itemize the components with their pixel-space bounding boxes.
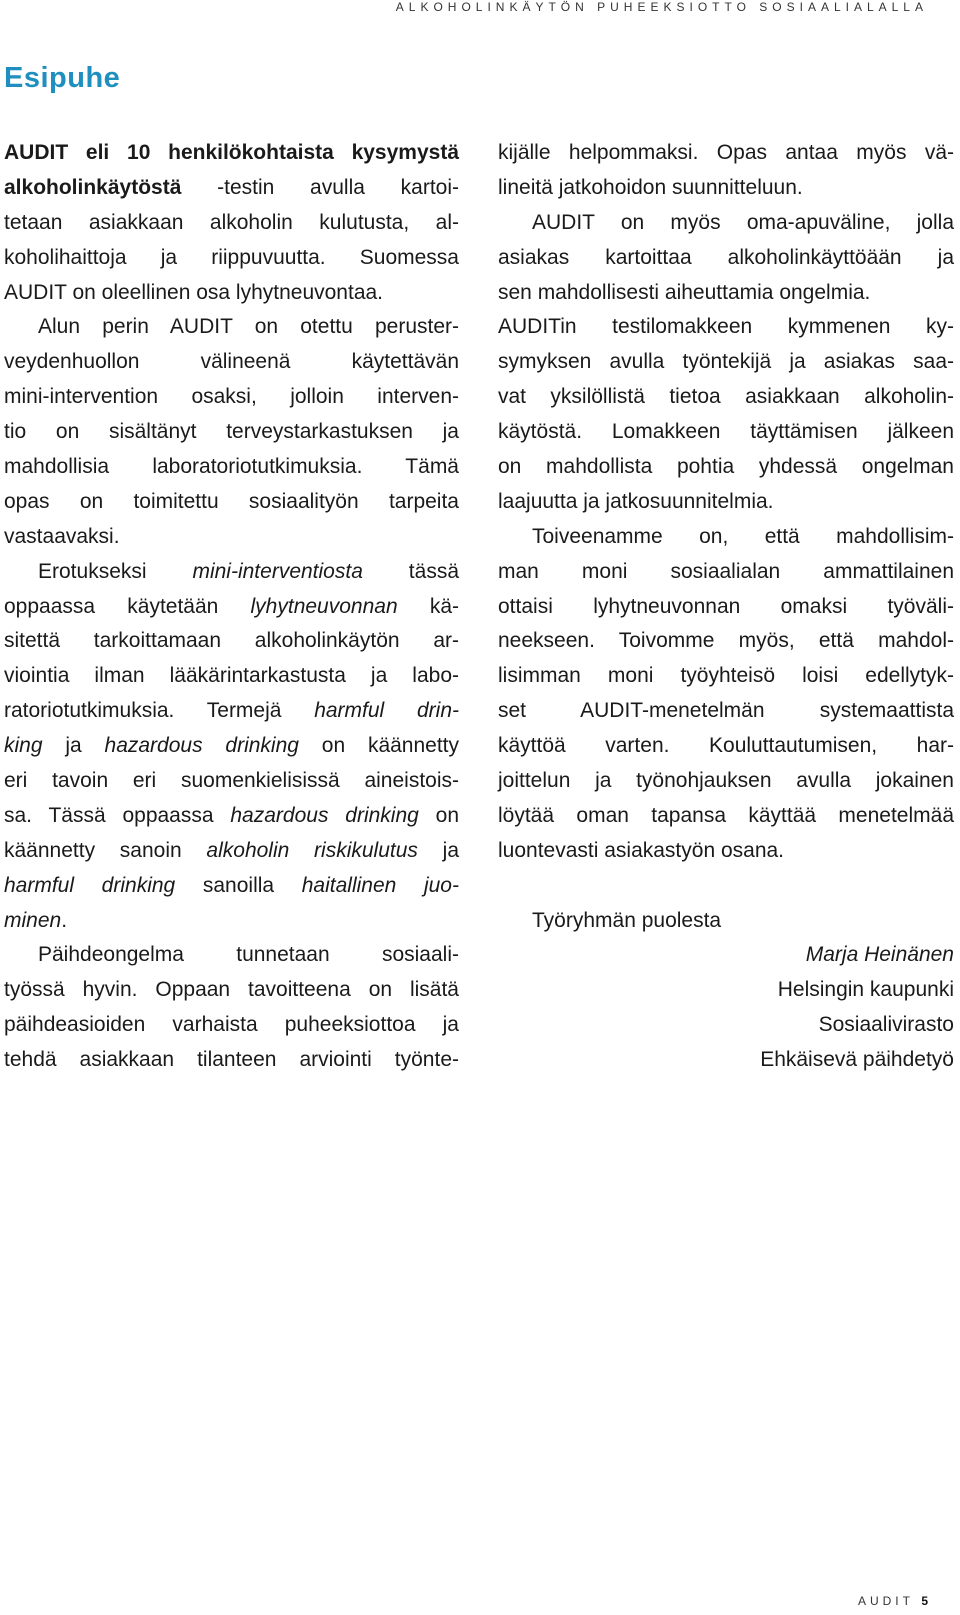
- text-line: [498, 764, 954, 799]
- text-run: ja: [417, 838, 459, 862]
- text-line: [4, 834, 459, 869]
- text-run: Päihdeongelma tunnetaan sosiaali-: [38, 943, 459, 967]
- signature-line: Helsingin kaupunki: [777, 978, 954, 1002]
- text-run: .: [61, 908, 68, 932]
- text-run: AUDIT on oleellinen osa lyhytneuvontaa.: [4, 280, 384, 304]
- page-footer: [858, 1594, 928, 1608]
- text-line: [4, 694, 459, 729]
- text-run: hazardous drinking: [230, 803, 419, 827]
- text-run: AUDIT eli 10 henkilökohtaista kysymystä: [4, 141, 459, 164]
- text-line: [4, 345, 459, 380]
- text-line: [498, 380, 954, 415]
- text-run: on mahdollista pohtia yhdessä ongelman: [498, 455, 954, 479]
- text-run: käännetty sanoin: [4, 838, 207, 862]
- text-run: ratoriotutkimuksia. Termejä: [4, 699, 315, 723]
- text-line: [4, 206, 459, 241]
- signature-line: Sosiaalivirasto: [818, 1013, 954, 1037]
- text-run: man moni sosiaalialan ammattilainen: [498, 559, 954, 583]
- text-line: [4, 485, 459, 520]
- right-column: [498, 136, 954, 1078]
- text-run: Alun perin AUDIT on otettu peruster-: [38, 315, 459, 339]
- text-run: on: [418, 803, 459, 827]
- text-run: löytää oman tapansa käyttää menetelmää: [498, 803, 954, 827]
- text-run: mini-intervention osaksi, jolloin interven-: [4, 385, 459, 409]
- text-line: [498, 659, 954, 694]
- text-run: lineitä jatkohoidon suunnitteluun.: [498, 175, 803, 199]
- text-run: tässä: [362, 559, 459, 583]
- text-run: mini-interventiosta: [192, 559, 363, 583]
- text-run: haitallinen juo-: [301, 873, 459, 897]
- text-line: [4, 764, 459, 799]
- text-line: [498, 799, 954, 834]
- text-run: tetaan asiakkaan alkoholin kulutusta, al-: [4, 210, 459, 234]
- text-run: kä-: [397, 594, 459, 618]
- text-line: [4, 520, 459, 555]
- text-run: lyhytneuvonnan: [250, 594, 398, 618]
- signature-name: Marja Heinänen: [805, 943, 954, 967]
- signature-spacer: [498, 869, 954, 904]
- text-run: ottaisi lyhytneuvonnan omaksi työväli-: [498, 594, 954, 618]
- text-line: [498, 136, 954, 171]
- text-line: [498, 729, 954, 764]
- text-run: minen: [4, 908, 62, 932]
- left-column: [4, 136, 459, 1078]
- text-run: harmful drinking: [4, 873, 176, 897]
- text-line: [498, 834, 954, 869]
- text-run: joittelun ja työnohjauksen avulla jokainen: [498, 769, 954, 793]
- text-run: mahdollisia laboratoriotutkimuksia. Tämä: [4, 455, 459, 479]
- text-line: [4, 904, 459, 939]
- text-line: [498, 590, 954, 625]
- text-run: harmful drin-: [314, 699, 459, 723]
- text-line: [4, 241, 459, 276]
- text-run: eri tavoin eri suomenkielisissä aineistois-: [4, 769, 459, 793]
- text-run: vat yksilöllistä tietoa asiakkaan alkoholin-: [498, 385, 954, 409]
- text-run: koholihaittoja ja riippuvuutta. Suomessa: [4, 245, 459, 269]
- signature-line: Ehkäisevä päihdetyö: [760, 1048, 954, 1072]
- text-line: [498, 485, 954, 520]
- text-run: Erotukseksi: [38, 559, 193, 583]
- text-run: hazardous drinking: [104, 734, 299, 758]
- text-line: [498, 206, 954, 241]
- text-run: viointia ilman lääkärintarkastusta ja labo-: [4, 664, 459, 688]
- text-run: opas on toimitettu sosiaalityön tarpeita: [4, 489, 459, 513]
- text-line: [4, 415, 459, 450]
- text-run: set AUDIT-menetelmän systemaattista: [498, 699, 954, 723]
- text-line: [4, 729, 459, 764]
- text-run: kijälle helpommaksi. Opas antaa myös vä-: [498, 141, 954, 164]
- text-run: king: [4, 734, 43, 758]
- text-line: [4, 869, 459, 904]
- text-line: [498, 520, 954, 555]
- text-line: [4, 1043, 459, 1078]
- text-line: [4, 555, 459, 590]
- text-run: vastaavaksi.: [4, 524, 120, 548]
- text-line: [498, 345, 954, 380]
- text-line: [498, 624, 954, 659]
- text-run: AUDITin testilomakkeen kymmenen ky-: [498, 315, 954, 339]
- text-line: [4, 380, 459, 415]
- text-run: lisimman moni työyhteisö loisi edellytyk-: [498, 664, 954, 688]
- text-run: sa. Tässä oppaassa: [4, 803, 231, 827]
- text-run: AUDIT on myös oma-apuväline, jolla: [532, 210, 954, 234]
- text-line: [498, 415, 954, 450]
- text-run: päihdeasioiden varhaista puheeksiottoa ja: [4, 1013, 459, 1037]
- text-line: [4, 938, 459, 973]
- text-run: veydenhuollon välineenä käytettävän: [4, 350, 459, 374]
- text-run: asiakas kartoittaa alkoholinkäyttöään ja: [498, 245, 954, 269]
- text-line: [498, 694, 954, 729]
- text-run: alkoholinkäytöstä: [4, 175, 182, 199]
- text-line: [4, 799, 459, 834]
- running-header: ALKOHOLINKÄYTÖN PUHEEKSIOTTO SOSIAALIALALLA: [395, 0, 928, 14]
- text-line: [498, 310, 954, 345]
- text-run: -testin avulla kartoi-: [181, 175, 459, 199]
- text-run: sitettä tarkoittamaan alkoholinkäytön ar-: [4, 629, 459, 653]
- text-line: [4, 659, 459, 694]
- text-run: ja: [42, 734, 105, 758]
- text-line: [4, 310, 459, 345]
- text-run: laajuutta ja jatkosuunnitelmia.: [498, 489, 774, 513]
- text-run: tehdä asiakkaan tilanteen arviointi työnte-: [4, 1048, 459, 1072]
- text-run: käytöstä. Lomakkeen täyttämisen jälkeen: [498, 420, 954, 444]
- text-line: [4, 1008, 459, 1043]
- text-line: [498, 276, 954, 311]
- text-run: työssä hyvin. Oppaan tavoitteena on lisätä: [4, 978, 459, 1002]
- text-run: luontevasti asiakastyön osana.: [498, 838, 785, 862]
- text-line: [4, 590, 459, 625]
- text-line: [4, 973, 459, 1008]
- text-run: neekseen. Toivomme myös, että mahdol-: [498, 629, 954, 653]
- text-run: on käännetty: [298, 734, 460, 758]
- page-number: 5: [921, 1594, 928, 1608]
- page-title: Esipuhe: [4, 62, 121, 94]
- footer-label: AUDIT: [857, 1594, 914, 1608]
- text-line: [498, 555, 954, 590]
- text-run: käyttöä varten. Kouluttautumisen, har-: [498, 734, 954, 758]
- text-run: sanoilla: [175, 873, 302, 897]
- signature-intro: Työryhmän puolesta: [532, 908, 722, 932]
- text-line: [498, 450, 954, 485]
- text-line: [498, 171, 954, 206]
- text-run: symyksen avulla työntekijä ja asiakas saa-: [498, 350, 954, 374]
- text-line: [4, 171, 459, 206]
- text-line: [4, 624, 459, 659]
- text-run: sen mahdollisesti aiheuttamia ongelmia.: [498, 280, 871, 304]
- text-line: [4, 136, 459, 171]
- text-run: alkoholin riskikulutus: [206, 838, 418, 862]
- text-line: [498, 241, 954, 276]
- text-line: [4, 450, 459, 485]
- text-line: [4, 276, 459, 311]
- text-run: oppaassa käytetään: [4, 594, 251, 618]
- text-run: Toiveenamme on, että mahdollisim-: [532, 524, 954, 548]
- text-run: tio on sisältänyt terveystarkastuksen ja: [4, 420, 459, 444]
